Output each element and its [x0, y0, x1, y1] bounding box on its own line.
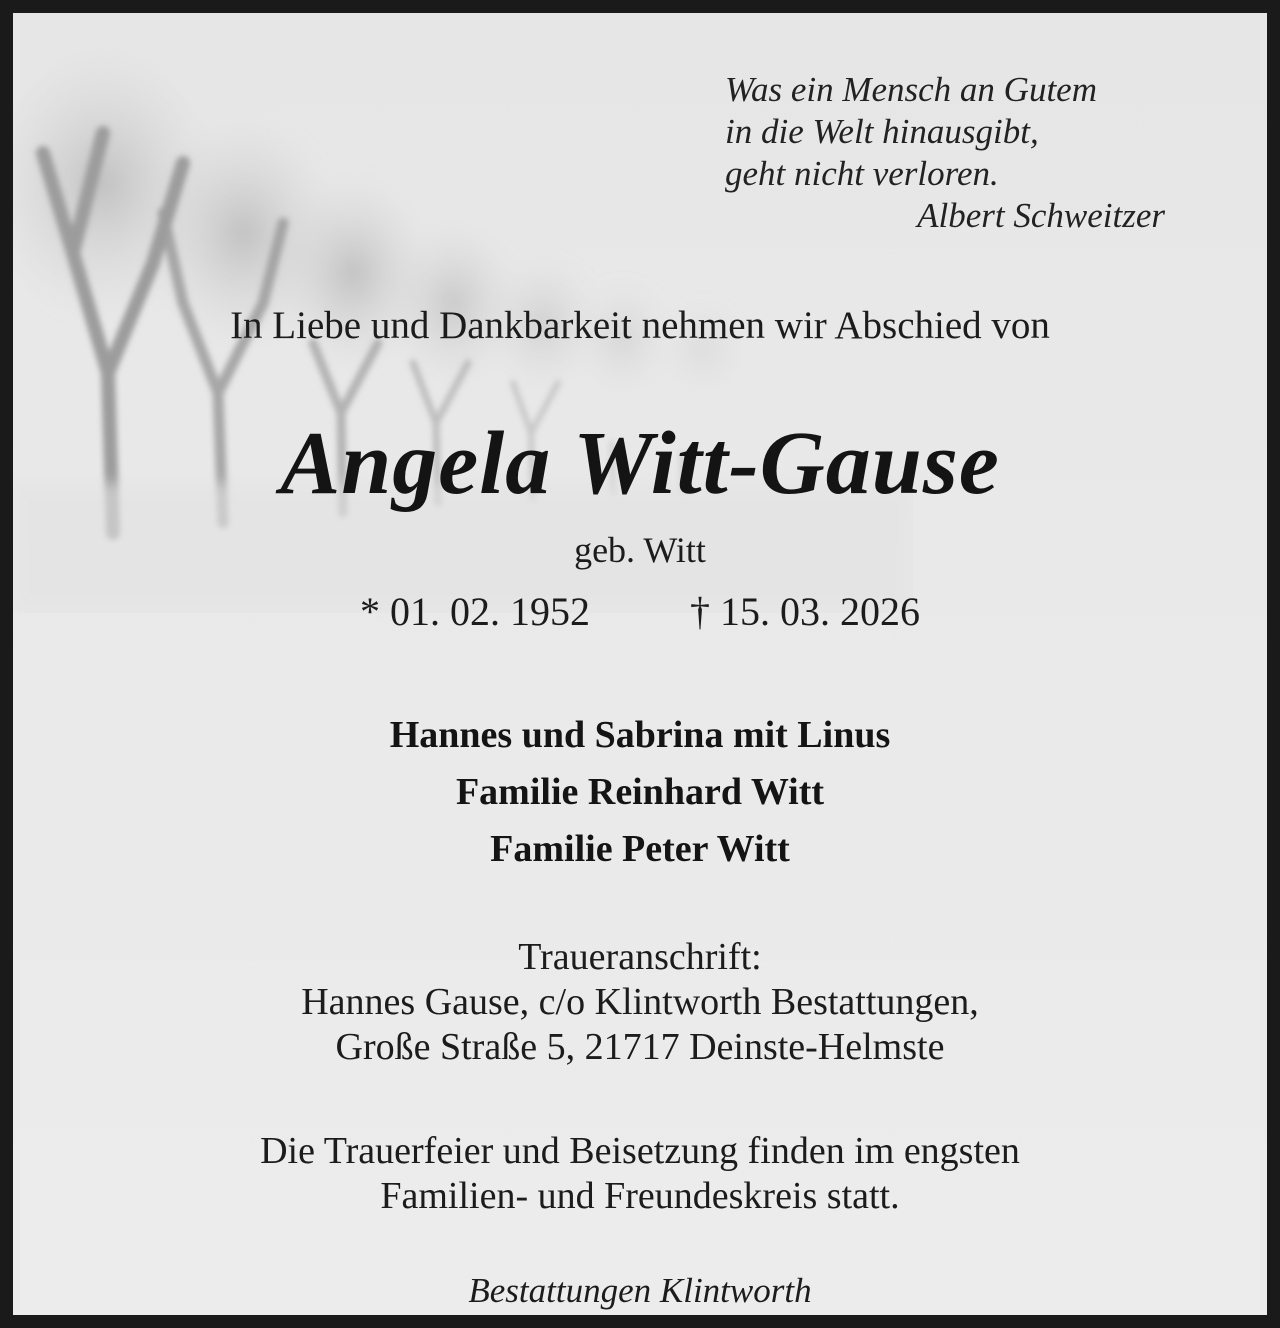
- mourner-entry: Familie Reinhard Witt: [455, 771, 825, 813]
- obituary-notice: [13, 13, 1267, 1315]
- mourning-address: [13, 935, 1267, 1070]
- death-date: † 15. 03. 2026: [690, 589, 920, 634]
- undertaker-signature: Bestattungen Klintworth: [468, 1271, 812, 1310]
- maiden-name: geb. Witt: [574, 530, 706, 570]
- birth-date: * 01. 02. 1952: [360, 589, 590, 634]
- quote-line: geht nicht verloren.: [725, 154, 999, 193]
- mourner-entry: Hannes und Sabrina mit Linus: [389, 714, 891, 756]
- mourner-entry: Familie Peter Witt: [490, 828, 790, 870]
- intro-text: In Liebe und Dankbarkeit nehmen wir Abschied von: [230, 304, 1050, 347]
- quote-author: Albert Schweitzer: [917, 196, 1165, 235]
- deceased-name: Angela Witt-Gause: [280, 414, 1000, 513]
- quote-line: in die Welt hinausgibt,: [725, 112, 1039, 151]
- service-line: Die Trauerfeier und Beisetzung finden im engsten: [260, 1130, 1020, 1172]
- service-info: [13, 1129, 1267, 1219]
- quote-line: Was ein Mensch an Gutem: [725, 70, 1097, 109]
- mourners-list: [13, 707, 1267, 878]
- life-dates: [13, 585, 1267, 639]
- address-heading: Traueranschrift:: [518, 936, 762, 978]
- quote-block: [725, 69, 1165, 237]
- service-line: Familien- und Freundeskreis statt.: [380, 1175, 900, 1217]
- address-line: Große Straße 5, 21717 Deinste-Helmste: [335, 1026, 945, 1068]
- address-line: Hannes Gause, c/o Klintworth Bestattungen,: [301, 981, 979, 1023]
